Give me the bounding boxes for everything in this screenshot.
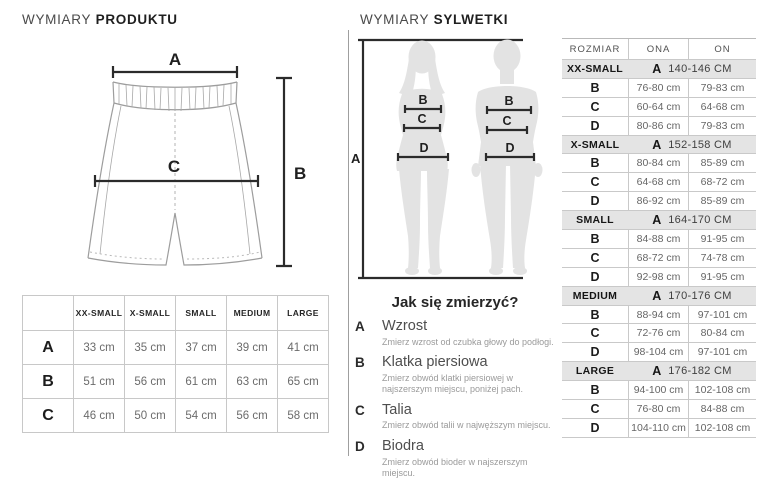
- size-table-on-value: 91-95 cm: [688, 268, 756, 286]
- product-table-size-header: X-SMALL: [125, 296, 176, 331]
- product-table-value-cell: 50 cm: [125, 399, 176, 433]
- product-table-row-label: A: [23, 331, 74, 365]
- product-table-row-label: B: [23, 365, 74, 399]
- size-table-on-value: 91-95 cm: [688, 230, 756, 248]
- measure-item-desc: Zmierz obwód talii w najwęższym miejscu.: [382, 420, 551, 431]
- measure-item-desc: Zmierz wzrost od czubka głowy do podłogi.: [382, 336, 554, 347]
- product-table-value-cell: 33 cm: [74, 331, 125, 365]
- shorts-label-c: C: [167, 157, 181, 176]
- product-table-value-cell: 63 cm: [227, 365, 278, 399]
- size-table-height-value: 164-170 CM: [668, 214, 732, 227]
- man-label-d: D: [505, 141, 515, 155]
- product-table-value-cell: 37 cm: [176, 331, 227, 365]
- product-table-value-cell: 39 cm: [227, 331, 278, 365]
- size-table-measure-row: [562, 249, 756, 268]
- measure-item-letter: C: [355, 402, 365, 418]
- size-table-measure-row: [562, 173, 756, 192]
- size-table-measure-letter: B: [590, 307, 600, 322]
- size-table-ona-value: 76-80 cm: [628, 79, 688, 97]
- size-table-height-letter: A: [652, 61, 662, 76]
- size-table-size-row: [562, 136, 756, 155]
- woman-label-c: C: [417, 112, 427, 126]
- size-table-size-name: X-SMALL: [570, 138, 620, 151]
- measure-item-body: [382, 438, 555, 478]
- size-table-measure-letter: B: [590, 80, 600, 95]
- product-table-row: [23, 331, 329, 365]
- size-table-height-value: 176-182 CM: [668, 365, 732, 378]
- size-table-measure-letter: C: [590, 250, 600, 265]
- size-table-height-cell: [628, 287, 756, 305]
- size-table-size-name: LARGE: [575, 365, 615, 378]
- size-table-ona-value: 94-100 cm: [628, 381, 688, 399]
- size-table-size-row: [562, 287, 756, 306]
- size-table-on-value: 97-101 cm: [688, 306, 756, 324]
- product-table-value-cell: 58 cm: [278, 399, 329, 433]
- product-table-row: [23, 399, 329, 433]
- title-word-bold: PRODUKTU: [95, 12, 178, 27]
- size-table-measure-letter: D: [590, 194, 600, 209]
- size-table-header-cell: ROZMIAR: [569, 43, 621, 55]
- product-table-row: [23, 365, 329, 399]
- size-table-header-row: [562, 39, 756, 60]
- size-table-measure-row: [562, 400, 756, 419]
- product-table-value-cell: 54 cm: [176, 399, 227, 433]
- size-table-measure-letter: C: [590, 99, 600, 114]
- product-table-size-header: LARGE: [278, 296, 329, 331]
- product-table-corner-cell: [23, 296, 74, 331]
- size-table-ona-value: 60-64 cm: [628, 98, 688, 116]
- man-label-c: C: [502, 114, 512, 128]
- size-table-on-value: 64-68 cm: [688, 98, 756, 116]
- size-table-measure-letter: C: [590, 175, 600, 190]
- product-table-value-cell: 41 cm: [278, 331, 329, 365]
- measure-item-letter: D: [355, 439, 365, 455]
- shorts-diagram: [0, 40, 347, 292]
- hem-stitch-lines: [90, 252, 260, 259]
- size-table-header-cell: ONA: [628, 39, 688, 59]
- size-table-measure-letter: C: [590, 326, 600, 341]
- size-table-measure-row: [562, 268, 756, 287]
- size-table-measure-letter: D: [590, 269, 600, 284]
- woman-label-d: D: [419, 141, 429, 155]
- size-table-ona-value: 92-98 cm: [628, 268, 688, 286]
- measure-item-name: Biodra: [382, 438, 424, 455]
- size-table-measure-letter: B: [590, 383, 600, 398]
- size-table-measure-letter: D: [590, 420, 600, 435]
- silhouette-label-a: A: [351, 151, 361, 166]
- product-table-value-cell: 56 cm: [227, 399, 278, 433]
- size-table-measure-row: [562, 117, 756, 136]
- size-table-measure-row: [562, 419, 756, 438]
- measure-b-line: [276, 78, 292, 266]
- size-table-ona-value: 80-84 cm: [628, 154, 688, 172]
- product-table-value-cell: 56 cm: [125, 365, 176, 399]
- size-table-size-row: [562, 211, 756, 230]
- title-word-regular: WYMIARY: [22, 12, 92, 27]
- measure-item-name: Wzrost: [382, 318, 428, 334]
- shorts-label-b: B: [294, 164, 307, 183]
- measure-item: [355, 438, 555, 478]
- title-word-bold: SYLWETKI: [433, 12, 509, 27]
- size-table-on-value: 80-84 cm: [688, 324, 756, 342]
- size-table-on-value: 79-83 cm: [688, 79, 756, 97]
- size-table-header-cell: ON: [688, 39, 756, 59]
- size-table-size-name: MEDIUM: [572, 289, 618, 302]
- measure-item-desc: Zmierz obwód klatki piersiowej w najszerszym miejscu, poniżej pach.: [382, 373, 524, 394]
- size-table-on-value: 102-108 cm: [688, 419, 756, 437]
- measure-item-desc: Zmierz obwód bioder w najszerszym miejscu.: [382, 456, 528, 478]
- size-table-measure-row: [562, 192, 756, 211]
- title-word-regular: WYMIARY: [360, 12, 430, 27]
- product-section-title: [22, 12, 178, 27]
- measure-item-letter: A: [355, 319, 365, 334]
- size-table-measure-row: [562, 324, 756, 343]
- size-table-ona-value: 86-92 cm: [628, 192, 688, 210]
- size-table-ona-value: 88-94 cm: [628, 306, 688, 324]
- how-to-measure-list: [355, 318, 555, 478]
- size-table-on-value: 84-88 cm: [688, 400, 756, 418]
- size-table-ona-value: 76-80 cm: [628, 400, 688, 418]
- size-table-measure-letter: B: [590, 231, 600, 246]
- size-table-size-name: SMALL: [576, 214, 614, 227]
- product-table-value-cell: 65 cm: [278, 365, 329, 399]
- size-table-measure-letter: B: [590, 156, 600, 171]
- how-to-measure-block: [355, 294, 555, 485]
- size-table-ona-value: 80-86 cm: [628, 117, 688, 135]
- measure-item-body: [382, 354, 555, 394]
- size-table-height-value: 170-176 CM: [668, 289, 732, 302]
- size-table-size-name: XX-SMALL: [566, 62, 624, 75]
- product-table-row-label: C: [23, 399, 74, 433]
- size-table-measure-row: [562, 98, 756, 117]
- size-table-measure-letter: C: [590, 401, 600, 416]
- size-table-on-value: 79-83 cm: [688, 117, 756, 135]
- size-table-height-value: 152-158 CM: [668, 138, 732, 151]
- size-table-on-value: 68-72 cm: [688, 173, 756, 191]
- body-section-title: [360, 12, 508, 27]
- woman-label-b: B: [418, 93, 428, 107]
- product-table-value-cell: 35 cm: [125, 331, 176, 365]
- product-table-value-cell: 46 cm: [74, 399, 125, 433]
- product-table-header-row: [23, 296, 329, 331]
- section-divider: [348, 30, 349, 456]
- measure-item-body: [382, 402, 551, 431]
- product-table-value-cell: 51 cm: [74, 365, 125, 399]
- product-size-table: [22, 295, 329, 433]
- size-table-height-letter: A: [652, 213, 662, 228]
- shorts-hem-and-split: [88, 213, 262, 265]
- man-label-b: B: [504, 94, 514, 108]
- measure-item-name: Talia: [382, 401, 412, 418]
- size-table-on-value: 97-101 cm: [688, 343, 756, 361]
- measure-item: [355, 402, 555, 431]
- size-table-ona-value: 64-68 cm: [628, 173, 688, 191]
- size-table-ona-value: 98-104 cm: [628, 343, 688, 361]
- size-table-measure-letter: D: [590, 345, 600, 360]
- size-table-measure-row: [562, 343, 756, 362]
- measure-item: [355, 354, 555, 394]
- waistband-top-line: [113, 82, 237, 87]
- product-table-value-cell: 61 cm: [176, 365, 227, 399]
- body-silhouettes-diagram: [350, 30, 556, 292]
- size-table-height-cell: [628, 136, 756, 154]
- size-table-height-cell: [628, 362, 756, 380]
- size-table-size-row: [562, 362, 756, 381]
- size-table-height-cell: [628, 60, 756, 78]
- size-table-ona-value: 104-110 cm: [628, 419, 688, 437]
- size-table-measure-row: [562, 381, 756, 400]
- size-table-height-cell: [628, 211, 756, 229]
- size-table-height-letter: A: [652, 288, 662, 303]
- product-table-size-header: MEDIUM: [227, 296, 278, 331]
- measure-item-name: Klatka piersiowa: [382, 354, 488, 371]
- size-table-on-value: 74-78 cm: [688, 249, 756, 267]
- shorts-label-a: A: [168, 50, 182, 69]
- size-table-measure-letter: D: [590, 118, 600, 133]
- size-table-ona-value: 72-76 cm: [628, 324, 688, 342]
- body-size-table: [562, 38, 756, 438]
- how-to-measure-heading: Jak się zmierzyć?: [391, 294, 519, 311]
- size-table-measure-row: [562, 154, 756, 173]
- size-table-measure-row: [562, 230, 756, 249]
- measure-item-letter: B: [355, 355, 365, 371]
- size-table-ona-value: 68-72 cm: [628, 249, 688, 267]
- size-table-ona-value: 84-88 cm: [628, 230, 688, 248]
- size-table-on-value: 85-89 cm: [688, 154, 756, 172]
- product-table-size-header: XX-SMALL: [74, 296, 125, 331]
- measure-c-line: [95, 175, 258, 187]
- size-table-height-letter: A: [652, 364, 662, 379]
- product-table-size-header: SMALL: [176, 296, 227, 331]
- measure-item: [355, 318, 555, 347]
- size-table-size-row: [562, 60, 756, 79]
- size-table-measure-row: [562, 306, 756, 325]
- size-table-height-value: 140-146 CM: [668, 62, 732, 75]
- size-table-height-letter: A: [652, 137, 662, 152]
- measure-item-body: [382, 318, 554, 347]
- size-table-on-value: 102-108 cm: [688, 381, 756, 399]
- size-table-measure-row: [562, 79, 756, 98]
- size-table-on-value: 85-89 cm: [688, 192, 756, 210]
